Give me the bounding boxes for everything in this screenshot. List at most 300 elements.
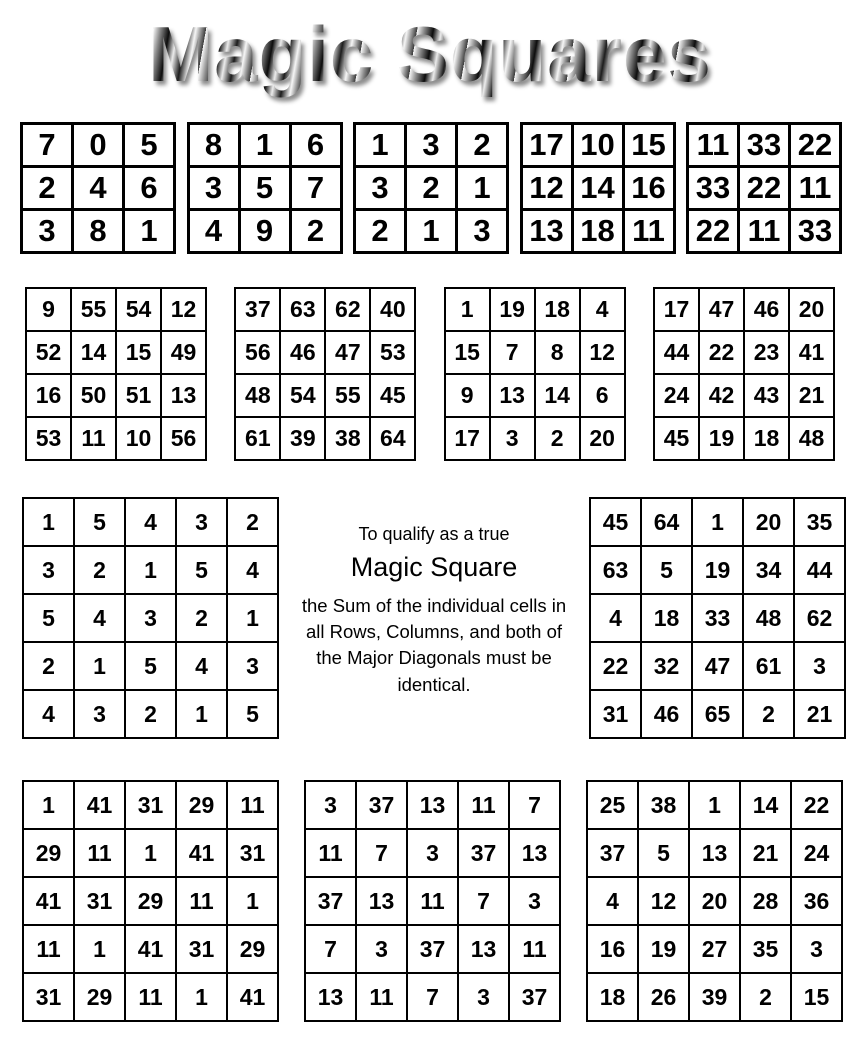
grid-row bbox=[305, 973, 560, 1021]
grid-cell: 2 bbox=[355, 210, 406, 253]
grid-cell: 1 bbox=[239, 124, 290, 167]
grid-cell: 55 bbox=[71, 288, 116, 331]
grid-cell: 19 bbox=[490, 288, 535, 331]
grid-cell: 1 bbox=[176, 973, 227, 1021]
grid-cell: 5 bbox=[124, 124, 175, 167]
magic-square-5x5-right bbox=[589, 497, 846, 739]
grid-cell: 7 bbox=[290, 167, 341, 210]
grid-cell: 3 bbox=[407, 829, 458, 877]
row-3x3-squares bbox=[20, 122, 842, 254]
grid-cell: 1 bbox=[124, 210, 175, 253]
grid-row bbox=[23, 925, 278, 973]
grid-cell: 9 bbox=[445, 374, 490, 417]
grid-cell: 4 bbox=[590, 594, 641, 642]
grid-row bbox=[445, 331, 625, 374]
grid-cell: 2 bbox=[457, 124, 508, 167]
row-5x5-squares-with-note bbox=[22, 497, 846, 739]
grid-cell: 61 bbox=[235, 417, 280, 460]
grid-cell: 12 bbox=[580, 331, 625, 374]
grid-cell: 20 bbox=[689, 877, 740, 925]
note-heading-text: Magic Square bbox=[350, 552, 518, 583]
grid-cell: 52 bbox=[26, 331, 71, 374]
grid-cell: 3 bbox=[458, 973, 509, 1021]
grid-cell: 2 bbox=[23, 642, 74, 690]
grid-cell: 6 bbox=[580, 374, 625, 417]
grid-row bbox=[587, 877, 842, 925]
grid-cell: 11 bbox=[509, 925, 560, 973]
grid-cell: 44 bbox=[794, 546, 845, 594]
grid-cell: 6 bbox=[290, 124, 341, 167]
grid-cell: 10 bbox=[116, 417, 161, 460]
grid-cell: 31 bbox=[74, 877, 125, 925]
grid-cell: 15 bbox=[623, 124, 674, 167]
grid-cell: 13 bbox=[356, 877, 407, 925]
grid-cell: 56 bbox=[161, 417, 206, 460]
grid-cell: 37 bbox=[587, 829, 638, 877]
grid-cell: 26 bbox=[638, 973, 689, 1021]
grid-cell: 31 bbox=[176, 925, 227, 973]
grid-cell: 65 bbox=[692, 690, 743, 738]
grid-cell: 40 bbox=[370, 288, 415, 331]
grid-cell: 49 bbox=[161, 331, 206, 374]
grid-cell: 16 bbox=[623, 167, 674, 210]
grid-cell: 31 bbox=[23, 973, 74, 1021]
grid-cell: 18 bbox=[535, 288, 580, 331]
grid-cell: 3 bbox=[457, 210, 508, 253]
grid-cell: 11 bbox=[71, 417, 116, 460]
grid-cell: 61 bbox=[743, 642, 794, 690]
grid-cell: 6 bbox=[124, 167, 175, 210]
grid-row bbox=[305, 781, 560, 829]
grid-cell: 4 bbox=[74, 594, 125, 642]
grid-cell: 1 bbox=[355, 124, 406, 167]
grid-cell: 13 bbox=[509, 829, 560, 877]
grid-cell: 8 bbox=[73, 210, 124, 253]
grid-cell: 3 bbox=[791, 925, 842, 973]
magic-square-5x5-bottom-3 bbox=[586, 780, 843, 1022]
grid-cell: 1 bbox=[692, 498, 743, 546]
grid-cell: 4 bbox=[23, 690, 74, 738]
grid-cell: 12 bbox=[161, 288, 206, 331]
grid-row bbox=[23, 642, 278, 690]
grid-cell: 37 bbox=[509, 973, 560, 1021]
grid-cell: 7 bbox=[509, 781, 560, 829]
magic-square-4x4-4 bbox=[653, 287, 835, 461]
grid-cell: 19 bbox=[699, 417, 744, 460]
grid-row bbox=[590, 546, 845, 594]
grid-cell: 31 bbox=[125, 781, 176, 829]
grid-cell: 0 bbox=[73, 124, 124, 167]
grid-cell: 13 bbox=[521, 210, 572, 253]
grid-cell: 5 bbox=[74, 498, 125, 546]
grid-cell: 4 bbox=[188, 210, 239, 253]
grid-cell: 22 bbox=[739, 167, 790, 210]
grid-cell: 17 bbox=[521, 124, 572, 167]
grid-cell: 37 bbox=[305, 877, 356, 925]
row-bottom-5x5-squares bbox=[22, 780, 843, 1022]
grid-row bbox=[590, 690, 845, 738]
grid-row bbox=[590, 642, 845, 690]
grid-cell: 37 bbox=[235, 288, 280, 331]
grid-cell: 48 bbox=[743, 594, 794, 642]
grid-cell: 37 bbox=[458, 829, 509, 877]
grid-row bbox=[355, 124, 508, 167]
grid-cell: 11 bbox=[176, 877, 227, 925]
grid-cell: 44 bbox=[654, 331, 699, 374]
grid-row bbox=[23, 594, 278, 642]
grid-cell: 47 bbox=[325, 331, 370, 374]
grid-cell: 13 bbox=[490, 374, 535, 417]
grid-cell: 2 bbox=[125, 690, 176, 738]
grid-row bbox=[23, 781, 278, 829]
grid-cell: 22 bbox=[791, 781, 842, 829]
grid-cell: 19 bbox=[638, 925, 689, 973]
grid-cell: 19 bbox=[692, 546, 743, 594]
grid-cell: 33 bbox=[692, 594, 743, 642]
magic-square-3x3-3 bbox=[353, 122, 509, 254]
grid-cell: 3 bbox=[227, 642, 278, 690]
grid-cell: 64 bbox=[641, 498, 692, 546]
grid-cell: 3 bbox=[356, 925, 407, 973]
grid-cell: 45 bbox=[654, 417, 699, 460]
grid-row bbox=[235, 417, 415, 460]
grid-row bbox=[22, 210, 175, 253]
grid-cell: 29 bbox=[176, 781, 227, 829]
grid-cell: 47 bbox=[699, 288, 744, 331]
grid-cell: 41 bbox=[74, 781, 125, 829]
grid-cell: 38 bbox=[325, 417, 370, 460]
grid-cell: 31 bbox=[590, 690, 641, 738]
grid-cell: 3 bbox=[794, 642, 845, 690]
grid-cell: 5 bbox=[239, 167, 290, 210]
grid-cell: 1 bbox=[457, 167, 508, 210]
grid-cell: 1 bbox=[227, 594, 278, 642]
grid-cell: 20 bbox=[789, 288, 834, 331]
grid-cell: 5 bbox=[227, 690, 278, 738]
grid-cell: 5 bbox=[176, 546, 227, 594]
grid-cell: 47 bbox=[692, 642, 743, 690]
grid-cell: 5 bbox=[125, 642, 176, 690]
grid-cell: 54 bbox=[116, 288, 161, 331]
grid-cell: 7 bbox=[22, 124, 73, 167]
grid-cell: 11 bbox=[74, 829, 125, 877]
grid-cell: 3 bbox=[509, 877, 560, 925]
grid-cell: 20 bbox=[743, 498, 794, 546]
grid-cell: 4 bbox=[176, 642, 227, 690]
grid-cell: 22 bbox=[590, 642, 641, 690]
grid-cell: 7 bbox=[407, 973, 458, 1021]
grid-cell: 1 bbox=[23, 498, 74, 546]
grid-cell: 5 bbox=[638, 829, 689, 877]
note-intro-text: To qualify as a true bbox=[358, 524, 510, 544]
grid-cell: 45 bbox=[590, 498, 641, 546]
grid-cell: 22 bbox=[790, 124, 841, 167]
grid-cell: 39 bbox=[280, 417, 325, 460]
grid-cell: 28 bbox=[740, 877, 791, 925]
grid-cell: 3 bbox=[125, 594, 176, 642]
grid-cell: 22 bbox=[688, 210, 739, 253]
magic-square-5x5-bottom-2 bbox=[304, 780, 561, 1022]
grid-row bbox=[188, 167, 341, 210]
grid-cell: 64 bbox=[370, 417, 415, 460]
grid-cell: 33 bbox=[739, 124, 790, 167]
grid-cell: 48 bbox=[789, 417, 834, 460]
grid-cell: 1 bbox=[125, 546, 176, 594]
grid-cell: 13 bbox=[305, 973, 356, 1021]
grid-cell: 35 bbox=[794, 498, 845, 546]
grid-cell: 1 bbox=[74, 642, 125, 690]
grid-cell: 14 bbox=[572, 167, 623, 210]
grid-cell: 54 bbox=[280, 374, 325, 417]
grid-cell: 20 bbox=[580, 417, 625, 460]
grid-cell: 25 bbox=[587, 781, 638, 829]
grid-row bbox=[521, 210, 674, 253]
grid-cell: 12 bbox=[638, 877, 689, 925]
grid-cell: 1 bbox=[125, 829, 176, 877]
grid-cell: 7 bbox=[458, 877, 509, 925]
grid-cell: 11 bbox=[739, 210, 790, 253]
grid-cell: 1 bbox=[176, 690, 227, 738]
grid-cell: 2 bbox=[743, 690, 794, 738]
grid-cell: 27 bbox=[689, 925, 740, 973]
grid-cell: 21 bbox=[740, 829, 791, 877]
grid-row bbox=[23, 690, 278, 738]
grid-cell: 53 bbox=[370, 331, 415, 374]
grid-cell: 2 bbox=[406, 167, 457, 210]
grid-row bbox=[23, 973, 278, 1021]
magic-square-5x5-bottom-1 bbox=[22, 780, 279, 1022]
grid-cell: 50 bbox=[71, 374, 116, 417]
grid-cell: 48 bbox=[235, 374, 280, 417]
grid-row bbox=[688, 167, 841, 210]
magic-square-4x4-3 bbox=[444, 287, 626, 461]
grid-cell: 29 bbox=[125, 877, 176, 925]
grid-row bbox=[654, 417, 834, 460]
magic-square-3x3-4 bbox=[520, 122, 676, 254]
grid-row bbox=[305, 925, 560, 973]
grid-cell: 32 bbox=[641, 642, 692, 690]
grid-row bbox=[587, 829, 842, 877]
grid-cell: 63 bbox=[590, 546, 641, 594]
grid-cell: 13 bbox=[458, 925, 509, 973]
grid-row bbox=[587, 781, 842, 829]
grid-cell: 29 bbox=[227, 925, 278, 973]
grid-cell: 17 bbox=[445, 417, 490, 460]
grid-cell: 16 bbox=[587, 925, 638, 973]
grid-row bbox=[23, 546, 278, 594]
grid-cell: 7 bbox=[356, 829, 407, 877]
grid-cell: 3 bbox=[305, 781, 356, 829]
grid-cell: 2 bbox=[176, 594, 227, 642]
grid-row bbox=[590, 594, 845, 642]
grid-cell: 31 bbox=[227, 829, 278, 877]
grid-cell: 1 bbox=[74, 925, 125, 973]
grid-cell: 4 bbox=[227, 546, 278, 594]
grid-row bbox=[235, 288, 415, 331]
grid-cell: 24 bbox=[791, 829, 842, 877]
grid-cell: 4 bbox=[125, 498, 176, 546]
grid-cell: 11 bbox=[458, 781, 509, 829]
grid-row bbox=[654, 374, 834, 417]
magic-square-4x4-1 bbox=[25, 287, 207, 461]
grid-cell: 42 bbox=[699, 374, 744, 417]
grid-cell: 12 bbox=[521, 167, 572, 210]
grid-cell: 11 bbox=[790, 167, 841, 210]
grid-cell: 1 bbox=[227, 877, 278, 925]
grid-cell: 2 bbox=[22, 167, 73, 210]
grid-row bbox=[235, 331, 415, 374]
grid-cell: 11 bbox=[227, 781, 278, 829]
grid-cell: 17 bbox=[654, 288, 699, 331]
grid-cell: 1 bbox=[23, 781, 74, 829]
grid-cell: 13 bbox=[407, 781, 458, 829]
grid-cell: 11 bbox=[623, 210, 674, 253]
grid-cell: 41 bbox=[227, 973, 278, 1021]
grid-cell: 3 bbox=[188, 167, 239, 210]
grid-cell: 3 bbox=[74, 690, 125, 738]
grid-cell: 13 bbox=[161, 374, 206, 417]
grid-row bbox=[654, 288, 834, 331]
grid-cell: 11 bbox=[125, 973, 176, 1021]
grid-row bbox=[22, 124, 175, 167]
grid-row bbox=[26, 331, 206, 374]
grid-cell: 11 bbox=[407, 877, 458, 925]
grid-cell: 2 bbox=[740, 973, 791, 1021]
grid-cell: 2 bbox=[535, 417, 580, 460]
grid-row bbox=[23, 498, 278, 546]
grid-cell: 1 bbox=[689, 781, 740, 829]
grid-cell: 46 bbox=[744, 288, 789, 331]
grid-cell: 15 bbox=[791, 973, 842, 1021]
grid-cell: 41 bbox=[23, 877, 74, 925]
grid-cell: 46 bbox=[280, 331, 325, 374]
grid-row bbox=[235, 374, 415, 417]
grid-cell: 18 bbox=[641, 594, 692, 642]
grid-cell: 2 bbox=[227, 498, 278, 546]
grid-cell: 62 bbox=[325, 288, 370, 331]
grid-row bbox=[305, 877, 560, 925]
grid-cell: 37 bbox=[356, 781, 407, 829]
grid-cell: 1 bbox=[406, 210, 457, 253]
grid-cell: 13 bbox=[689, 829, 740, 877]
grid-cell: 45 bbox=[370, 374, 415, 417]
definition-note bbox=[279, 497, 589, 698]
grid-cell: 4 bbox=[587, 877, 638, 925]
grid-cell: 3 bbox=[23, 546, 74, 594]
magic-square-3x3-1 bbox=[20, 122, 176, 254]
grid-cell: 37 bbox=[407, 925, 458, 973]
grid-cell: 56 bbox=[235, 331, 280, 374]
grid-row bbox=[688, 210, 841, 253]
grid-row bbox=[587, 925, 842, 973]
grid-cell: 14 bbox=[71, 331, 116, 374]
grid-cell: 11 bbox=[23, 925, 74, 973]
grid-cell: 51 bbox=[116, 374, 161, 417]
grid-cell: 15 bbox=[445, 331, 490, 374]
grid-cell: 18 bbox=[744, 417, 789, 460]
grid-cell: 22 bbox=[699, 331, 744, 374]
page-title: Magic Squares bbox=[0, 0, 860, 106]
grid-cell: 18 bbox=[572, 210, 623, 253]
grid-row bbox=[688, 124, 841, 167]
grid-row bbox=[355, 210, 508, 253]
grid-cell: 2 bbox=[74, 546, 125, 594]
grid-cell: 33 bbox=[688, 167, 739, 210]
grid-row bbox=[590, 498, 845, 546]
grid-cell: 8 bbox=[188, 124, 239, 167]
grid-cell: 5 bbox=[23, 594, 74, 642]
grid-row bbox=[355, 167, 508, 210]
grid-cell: 29 bbox=[74, 973, 125, 1021]
grid-cell: 39 bbox=[689, 973, 740, 1021]
grid-cell: 16 bbox=[26, 374, 71, 417]
grid-cell: 14 bbox=[740, 781, 791, 829]
grid-row bbox=[26, 374, 206, 417]
grid-cell: 41 bbox=[125, 925, 176, 973]
grid-cell: 34 bbox=[743, 546, 794, 594]
grid-cell: 23 bbox=[744, 331, 789, 374]
grid-row bbox=[654, 331, 834, 374]
grid-cell: 10 bbox=[572, 124, 623, 167]
grid-cell: 29 bbox=[23, 829, 74, 877]
grid-cell: 11 bbox=[688, 124, 739, 167]
grid-row bbox=[188, 124, 341, 167]
magic-square-3x3-2 bbox=[187, 122, 343, 254]
grid-row bbox=[521, 124, 674, 167]
grid-cell: 21 bbox=[794, 690, 845, 738]
grid-row bbox=[445, 417, 625, 460]
grid-row bbox=[587, 973, 842, 1021]
grid-row bbox=[26, 417, 206, 460]
grid-cell: 3 bbox=[406, 124, 457, 167]
grid-cell: 11 bbox=[356, 973, 407, 1021]
grid-cell: 53 bbox=[26, 417, 71, 460]
grid-row bbox=[445, 374, 625, 417]
grid-row bbox=[26, 288, 206, 331]
grid-cell: 4 bbox=[580, 288, 625, 331]
grid-cell: 15 bbox=[116, 331, 161, 374]
magic-square-3x3-5 bbox=[686, 122, 842, 254]
grid-cell: 4 bbox=[73, 167, 124, 210]
grid-row bbox=[22, 167, 175, 210]
grid-cell: 18 bbox=[587, 973, 638, 1021]
grid-cell: 3 bbox=[176, 498, 227, 546]
grid-row bbox=[305, 829, 560, 877]
grid-cell: 9 bbox=[26, 288, 71, 331]
row-4x4-squares bbox=[25, 287, 835, 461]
grid-cell: 8 bbox=[535, 331, 580, 374]
grid-cell: 14 bbox=[535, 374, 580, 417]
grid-cell: 35 bbox=[740, 925, 791, 973]
grid-cell: 38 bbox=[638, 781, 689, 829]
grid-cell: 3 bbox=[490, 417, 535, 460]
magic-square-5x5-left bbox=[22, 497, 279, 739]
grid-cell: 41 bbox=[176, 829, 227, 877]
grid-cell: 41 bbox=[789, 331, 834, 374]
grid-row bbox=[521, 167, 674, 210]
grid-cell: 3 bbox=[355, 167, 406, 210]
grid-cell: 63 bbox=[280, 288, 325, 331]
grid-cell: 36 bbox=[791, 877, 842, 925]
grid-row bbox=[445, 288, 625, 331]
grid-cell: 7 bbox=[305, 925, 356, 973]
grid-cell: 11 bbox=[305, 829, 356, 877]
grid-cell: 2 bbox=[290, 210, 341, 253]
magic-square-4x4-2 bbox=[234, 287, 416, 461]
grid-cell: 24 bbox=[654, 374, 699, 417]
grid-cell: 9 bbox=[239, 210, 290, 253]
grid-cell: 55 bbox=[325, 374, 370, 417]
